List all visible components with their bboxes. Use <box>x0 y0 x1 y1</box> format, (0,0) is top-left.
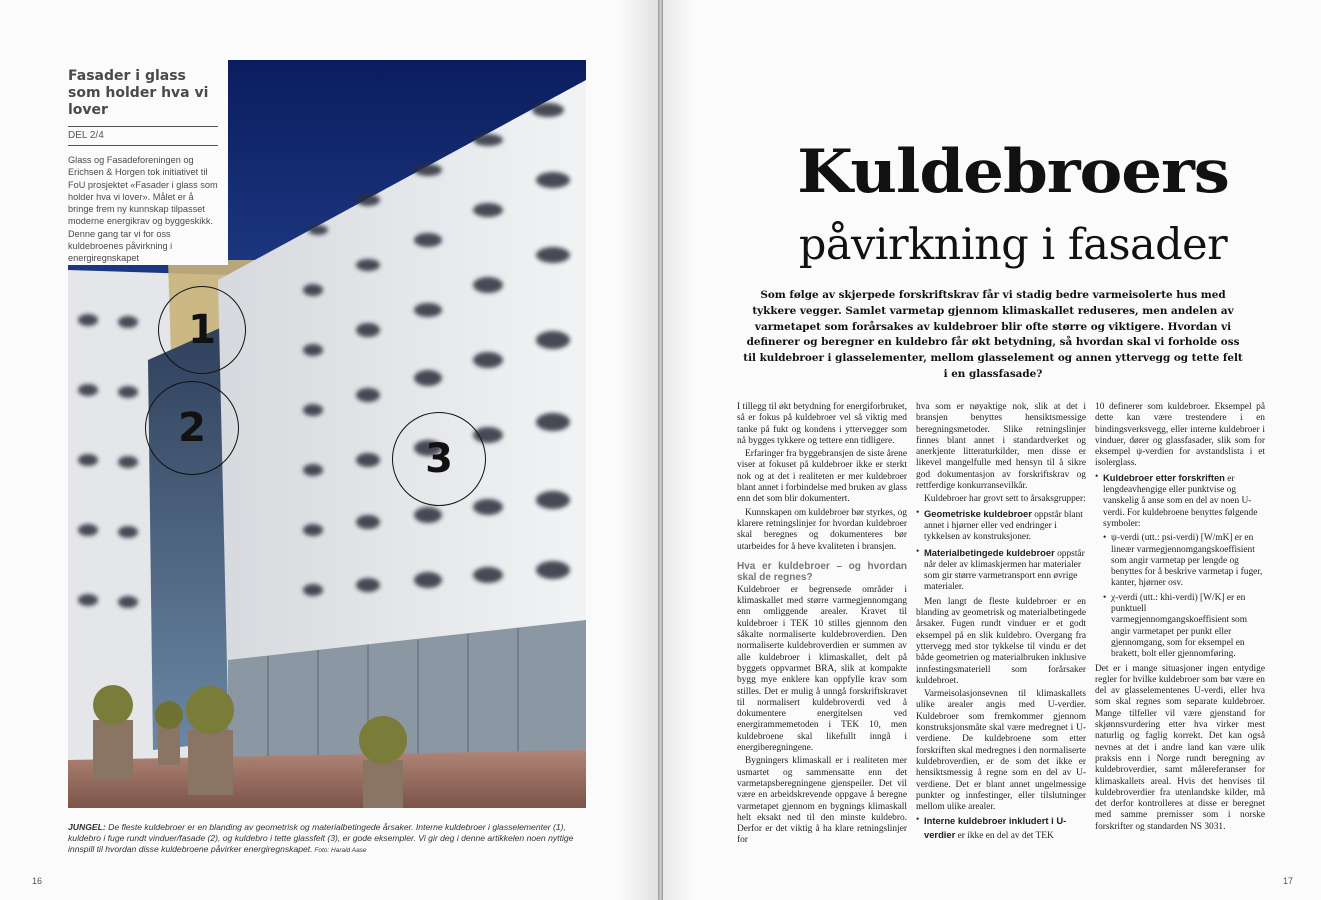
list-item-title: Materialbetingede kuldebroer <box>924 546 1055 558</box>
caption-text: De fleste kuldebroer er en blanding av geometrisk og materialbetingede årsaker. Interne kuldebroer i glasselementer (1), kuldebro i fuge rundt vinduer/fasade (2), og kuldebro i tette glassfelt (3), er gode eksempler. Vi gir deg i denne artikkelen noen nyttige innspill til hvordan disse kuldebroene påvirker energiregnskapet. <box>68 822 574 854</box>
paragraph: Men langt de fleste kuldebroer er en blanding av geometrisk og materialbetingede årsaker. Fugen rundt vinduer er et godt eksempel på en slik kuldebro. Overgang fra yttervegg med stor tykkelse til vindu er det både geometrien og materialbruken inklusive innfestingsmateriell som forårsaker kuldebroet. <box>916 596 1086 686</box>
marker-2: 2 <box>145 381 239 475</box>
series-title: Fasader i glass som holder hva vi lover <box>68 68 209 118</box>
list-subitem: • χ-verdi (utt.: khi-verdi) [W/K] er en punktuell varmegjennomgangskoeffisient som angir varmetapet per punkt eller gjennomgang, som for eksempel en brakett, bolt eller gjennomføring. <box>1095 593 1265 661</box>
column-1 <box>737 402 907 849</box>
paragraph: hva som er nøyaktige nok, slik at det i bransjen benyttes hensiktsmessige beregningsmetoder. Slike retningslinjer finnes blant annet i standardverket og anerkjente litteraturkilder, men disse er likevel mangelfulle med hensyn til å sikre god dokumentasjon av forskriftskrav og rettferdige konkurransevilkår. <box>916 402 1086 492</box>
paragraph: Bygningers klimaskall er i realiteten mer usmartet og sammensatte enn det varmetapsberegningene gjenspeiler. Det vil være en arbeidskrevende oppgave å beregne varmetapet gjennom en bygnings klimaskall helt eksakt ned til den minste kuldebro. Derfor er det viktig å ha klare retningslinjer for <box>737 756 907 846</box>
marker-1: 1 <box>158 286 246 374</box>
list-item-text: er ikke en del av det TEK <box>955 830 1054 841</box>
subheadline: påvirkning i fasader <box>798 220 1228 270</box>
left-page <box>0 0 658 900</box>
paragraph: I tillegg til økt betydning for energiforbruket, så er fokus på kuldebroer vel så viktig med tanke på fukt og kondens i yttervegger som nå bygges tykkere og tettere enn tidligere. <box>737 402 907 446</box>
list-item-title: Kuldebroer etter forskriften <box>1103 471 1225 483</box>
list-item <box>916 547 1086 594</box>
page-number-left: 16 <box>32 876 43 886</box>
column-3 <box>1095 402 1265 835</box>
list-item-text: er lengdeavhengige eller punktvise og vanskelig å anse som en del av noen U-verdi. For kuldebroene benyttes følgende symboler: <box>1103 473 1258 529</box>
cause-list <box>916 508 1086 594</box>
series-part: DEL 2/4 <box>68 127 218 146</box>
paragraph: Kuldebroer er begrensede områder i klimaskallet med større varmegjennomgang enn omliggende arealer. Kravet til kuldebroer i TEK 10 stilles gjennom den såkalte normaliserte kuldebroverdien. Den normaliserte kuldebroverdien er summen av alle kuldebroer i klimaskallet, delt på byggets oppvarmet BRA, slik at kompakte bygg mye enklere kan oppfylle krav som stilles. Det er mulig å unngå forskriftskravet til normalisert kuldebroverdi ved å dokumentere energitelsen ved energirammemetoden i TEK 10, men kuldebroene skal likefullt inngå i energiberegningene. <box>737 584 907 754</box>
list-item <box>916 815 1086 842</box>
marker-3: 3 <box>392 412 486 506</box>
list-item-title: Geometriske kuldebroer <box>924 507 1032 519</box>
list-item-text: oppstår når deler av klimaskjermen har materialer som gir større varmetransport enn øvrige materialer. <box>924 548 1085 593</box>
caption-lead: JUNGEL: <box>68 822 106 832</box>
paragraph: Kuldebroer har grovt sett to årsaksgrupper: <box>924 494 1086 505</box>
section-heading: Hva er kuldebroer – og hvordan skal de regnes? <box>737 560 907 583</box>
headline: Kuldebroers <box>797 137 1229 207</box>
list-item <box>1095 472 1265 530</box>
lead-paragraph: Som følge av skjerpede forskriftskrav får vi stadig bedre varmeisolerte hus med tykkere vegger. Samlet varmetap gjennom klimaskallet reduseres, men andelen av varmetapet som forårsakes av kuldebroer blir ofte større og viktigere. Hvordan vi definerer og beregner en kuldebro får økt betydning, så hvordan skal vi forholde oss til kuldebroer i glasselementer, mellom glasselement og annen yttervegg og tette felt i en glassfasade? <box>743 289 1243 380</box>
photo-credit: Foto: Harald Aase <box>312 847 367 854</box>
paragraph: Varmeisolasjonsevnen til klimaskallets ulike arealer angis med U-verdier. Kuldebroer som fremkommer gjennom konstruksjonsmåte skal være medregnet i U-verdiene. De kuldebroene som etter forskriften skal medregnes i den normaliserte kuldebroverdien, er de som det ikke er hensiktsmessig å regne som en del av U-verdiene. Det er blant annet ungelmessige punkter og innfestinger, eller tilslutninger mellom ulike arealer. <box>916 689 1086 813</box>
photo-caption <box>68 822 588 856</box>
list-item <box>916 508 1086 544</box>
paragraph: Det er i mange situasjoner ingen entydige regler for hvilke kuldebroer som bør være en del av glasselementenes U-verdi, eller hva som skal regnes som separate kuldebroer. Mange tilfeller vil være gjenstand for skjønnsvurdering etter hva virker mest naturlig og faglig korrekt. Det kan også nevnes at det i andre land kan være ulik praksis enn i Norge rundt beregning av kuldebroverdier, samt målereferanser for klimaskallets areal. Hvis det henvises til kuldebroverdier fra utenlandske kilder, må det derfor kontrolleres at disse er beregnet med samme premisser som i norske forskrifter og standarden NS 3031. <box>1095 663 1265 832</box>
paragraph: 10 definerer som kuldebroer. Eksempel på dette kan være trestendere i en bindingsverksvegg, eller interne kuldebroer i vinduer, dører og glassfasader, slik som for eksempel ψ-verdien for avstandslista i et isolerglass. <box>1095 402 1265 469</box>
column-2 <box>916 402 1086 845</box>
regulation-list <box>1095 472 1265 661</box>
intro-text: Glass og Fasadeforeningen og Erichsen & Horgen tok initiativet til FoU prosjektet «Fasader i glass som holder hva vi lover». Målet er å bringe frem ny kunnskap tilpasset moderne energikrav og byggeskikk. Denne gang tar vi for oss kuldebroenes påvirkning i energiregnskapet <box>68 155 218 264</box>
list-item-title: Interne kuldebroer inkludert i U-verdier <box>924 815 1067 840</box>
list-item-text: oppstår blant annet i hjørner eller ved endringer i tykkelsen av konstruksjoner. <box>924 509 1083 543</box>
intro-box <box>58 60 228 265</box>
list-subitem: • ψ-verdi (utt.: psi-verdi) [W/mK] er en lineær varmegjennomgangskoeffisient som angir varmetap per lengde og benyttes for å beskrive varmetap i fuger, kanter, hjørner osv. <box>1095 533 1265 589</box>
internal-list <box>916 815 1086 842</box>
paragraph: Erfaringer fra byggebransjen de siste årene viser at fokuset på kuldebroer ikke er sterkt nok og at det i realiteten er mer kuldebroer blant annet i forbindelse med bruken av glass enn det som blir dokumentert. <box>737 449 908 505</box>
right-page <box>663 0 1321 900</box>
page-number-right: 17 <box>1283 876 1294 886</box>
paragraph: Kunnskapen om kuldebroer bør styrkes, og klarere retningslinjer for hvordan kuldebroer skal beregnes og dokumenteres bør utarbeides for å heve kvaliteten i bransjen. <box>737 507 907 552</box>
